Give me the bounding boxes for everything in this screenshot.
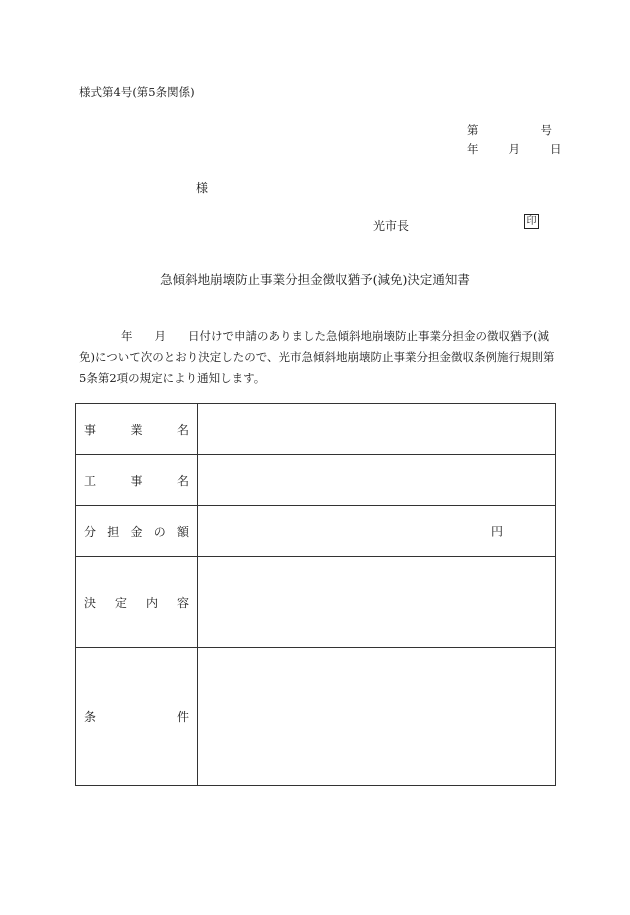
label-char: 容 [176, 595, 189, 610]
table-row-share-amount [76, 506, 556, 557]
label-char: 金 [130, 524, 143, 539]
document-number-prefix: 第 [467, 123, 479, 137]
recipient-honorific: 様 [196, 181, 209, 195]
label-char: 業 [130, 422, 143, 437]
label-char: 内 [145, 595, 158, 610]
label-char: 担 [107, 524, 120, 539]
form-number: 様式第4号(第5条関係) [79, 85, 195, 99]
label-char: 事 [84, 422, 97, 437]
label-project-name [76, 404, 198, 455]
value-project-name[interactable] [198, 404, 556, 455]
label-char: の [153, 524, 166, 539]
notice-body [79, 326, 557, 389]
label-work-name [76, 455, 198, 506]
table-row-project-name [76, 404, 556, 455]
value-conditions[interactable] [198, 648, 556, 786]
label-char: 事 [130, 473, 143, 488]
seal-mark: 印 [524, 214, 539, 229]
label-char: 名 [176, 473, 189, 488]
body-year: 年 [121, 329, 133, 343]
issue-date-line [467, 141, 562, 157]
label-char: 名 [176, 422, 189, 437]
label-conditions [76, 648, 198, 786]
label-char: 額 [176, 524, 189, 539]
value-work-name[interactable] [198, 455, 556, 506]
body-text: 日付けで申請のありました急傾斜地崩壊防止事業分担金の徴収猶予(減免)について次のとおり決定したので、光市急傾斜地崩壊防止事業分担金徴収条例施行規則第5条第2項の規定により通知します。 [79, 329, 555, 385]
issue-date-year: 年 [467, 142, 479, 156]
body-month: 月 [154, 329, 166, 343]
yen-unit: 円 [490, 524, 503, 539]
label-char: 決 [84, 595, 97, 610]
document-number-suffix: 号 [540, 123, 552, 137]
issue-date-day: 日 [550, 142, 562, 156]
label-char: 工 [84, 473, 97, 488]
label-decision-content [76, 557, 198, 648]
details-table [75, 403, 556, 786]
table-row-conditions [76, 648, 556, 786]
issuer-name: 光市長 [373, 219, 410, 233]
label-char: 分 [84, 524, 97, 539]
label-share-amount [76, 506, 198, 557]
issue-date-month: 月 [508, 142, 520, 156]
document-title: 急傾斜地崩壊防止事業分担金徴収猶予(減免)決定通知書 [160, 272, 470, 287]
table-row-decision-content [76, 557, 556, 648]
document-number-line [467, 122, 552, 138]
table-row-work-name [76, 455, 556, 506]
label-char: 定 [114, 595, 127, 610]
value-decision-content[interactable] [198, 557, 556, 648]
label-char: 条 [84, 710, 97, 724]
value-share-amount[interactable] [198, 506, 556, 557]
label-char: 件 [176, 710, 189, 724]
